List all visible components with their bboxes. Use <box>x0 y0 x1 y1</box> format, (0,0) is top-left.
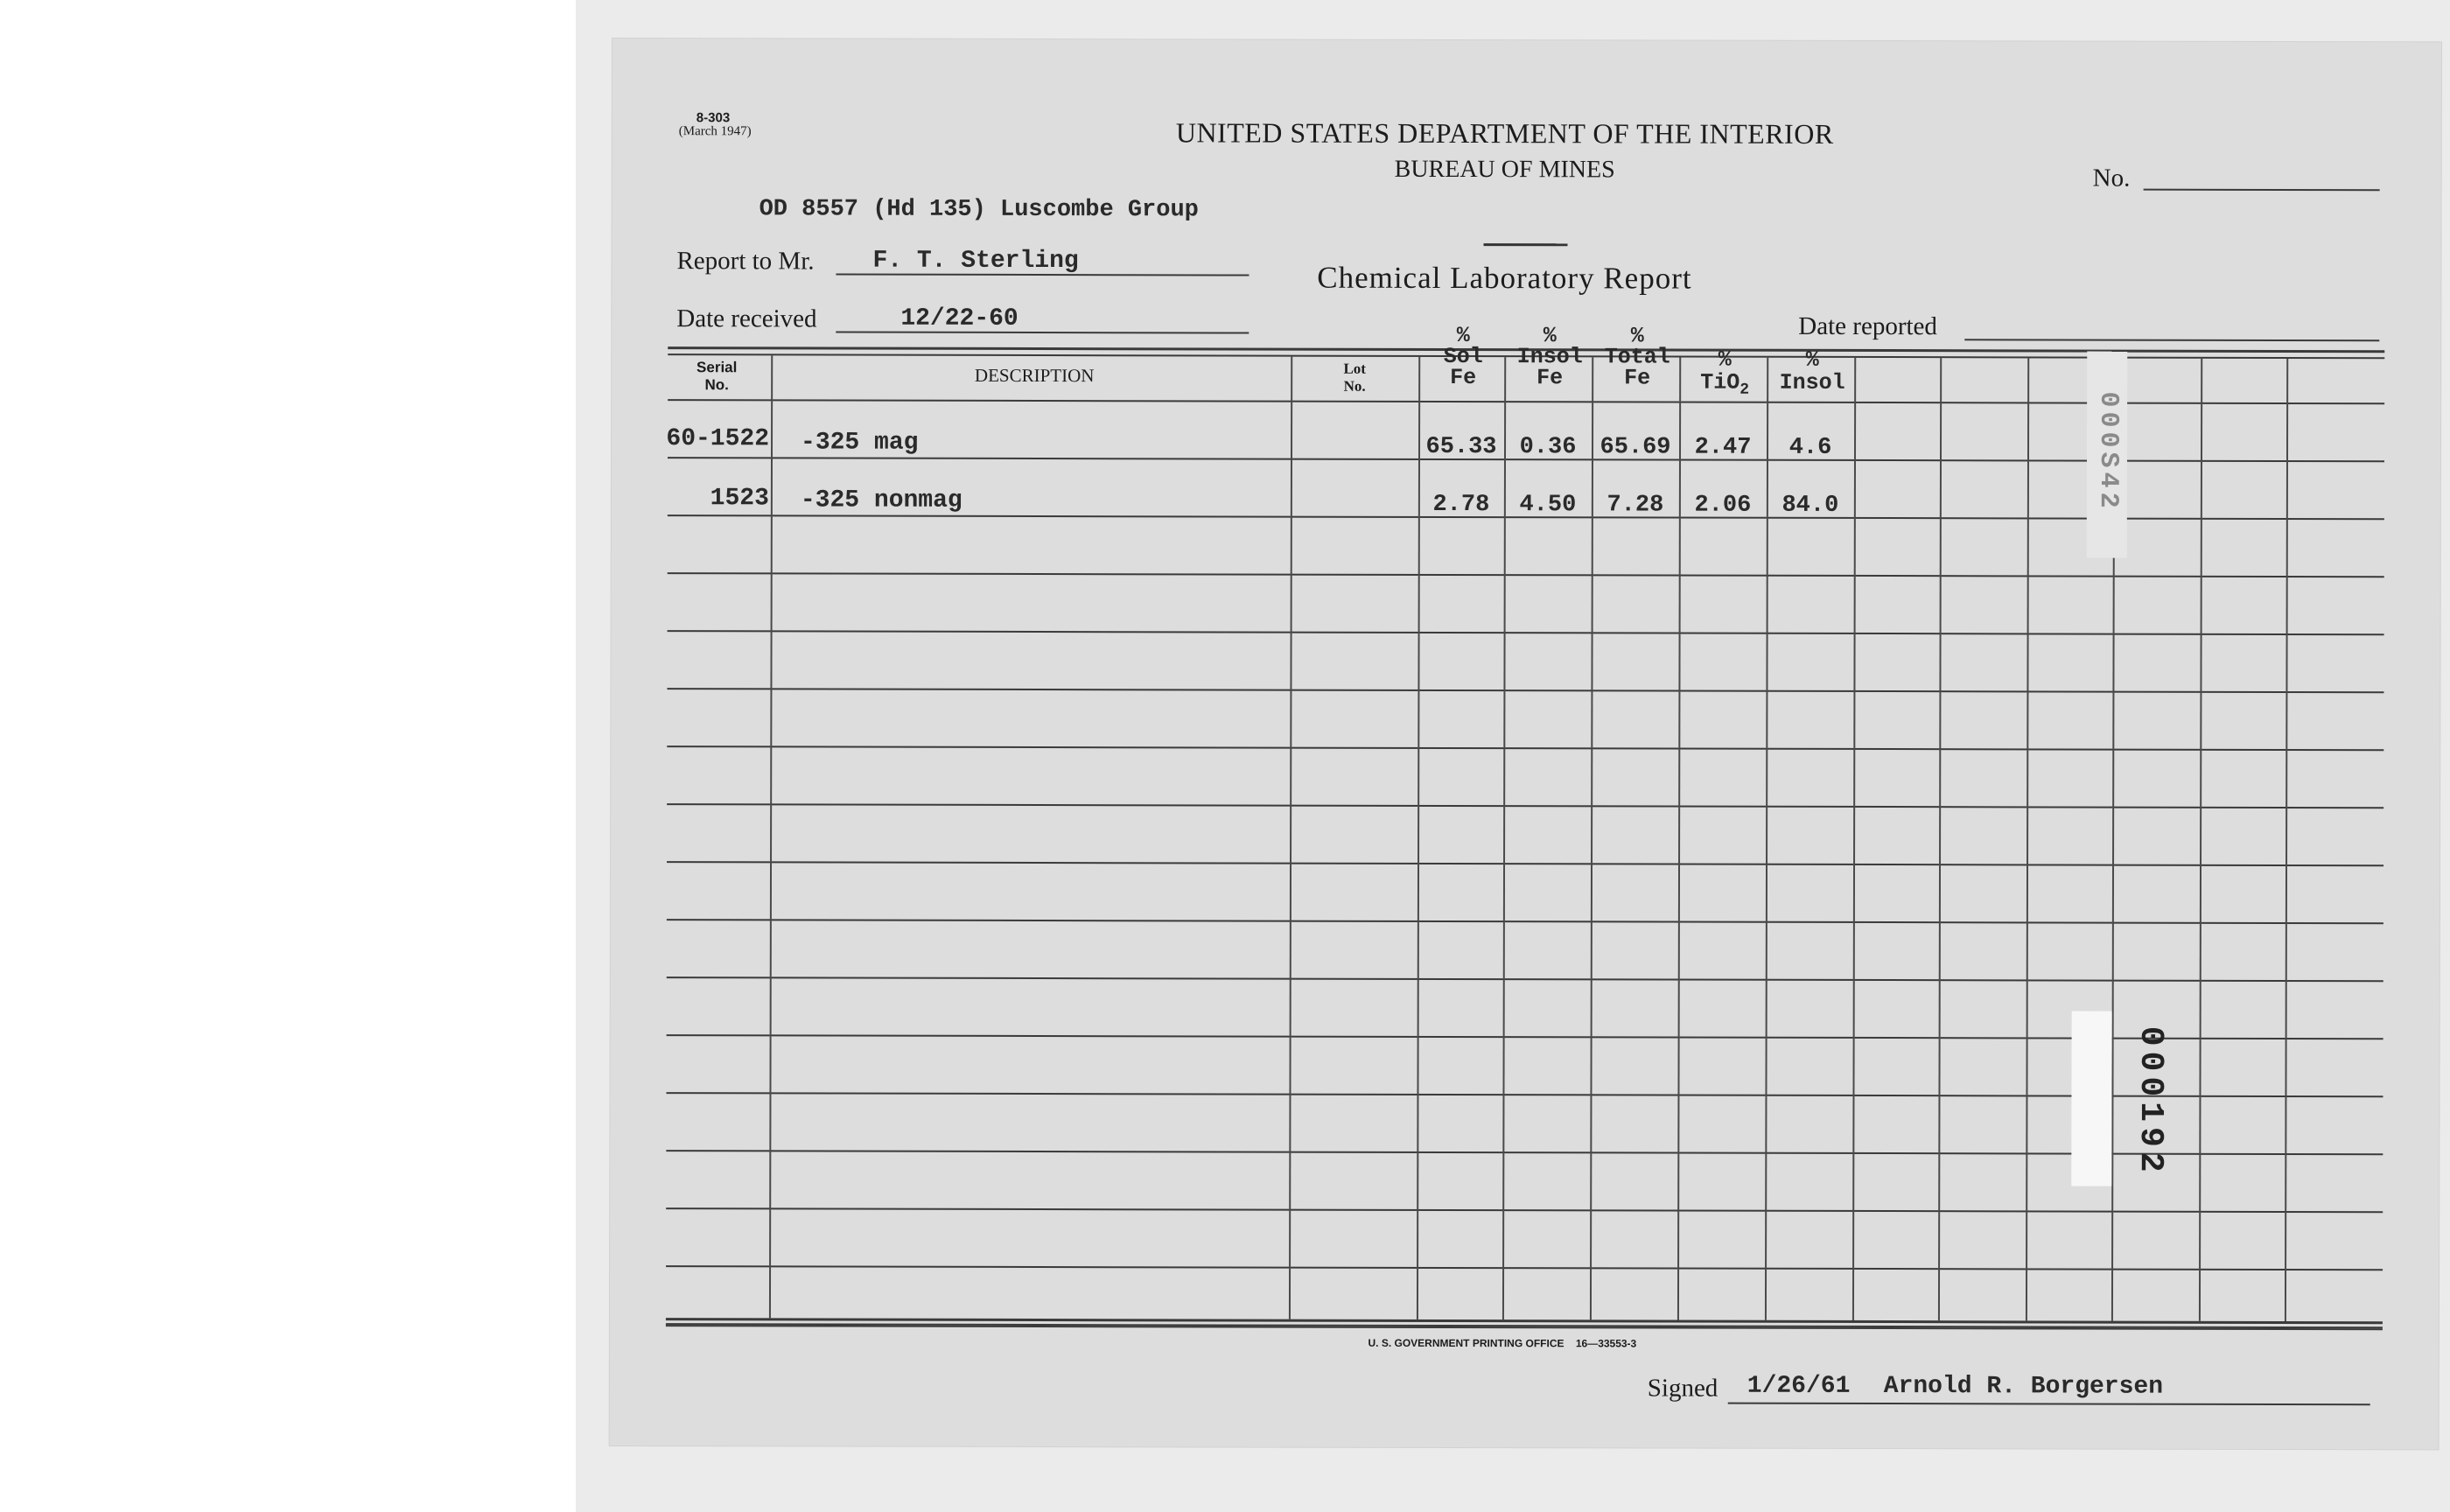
row-1-description: -325 mag <box>801 429 919 457</box>
column-line <box>2199 359 2202 1321</box>
column-line <box>2026 358 2029 1320</box>
project-line: OD 8557 (Hd 135) Luscombe Group <box>759 196 1199 224</box>
row-1-sol-fe: 65.33 <box>1425 433 1497 461</box>
lot-header: Lot No. <box>1343 360 1366 395</box>
department-heading: UNITED STATES DEPARTMENT OF THE INTERIOR <box>1175 116 1834 150</box>
form-number: 8-303 <box>696 110 731 126</box>
column-line <box>769 355 773 1318</box>
row-rule <box>666 1092 2383 1097</box>
row-2-insol-fe: 4.50 <box>1519 492 1577 519</box>
report-title: Chemical Laboratory Report <box>1317 260 1692 296</box>
date-reported-field[interactable] <box>1964 339 2379 341</box>
row-rule <box>667 746 2384 751</box>
row-rule <box>667 688 2384 693</box>
date-received-label: Date received <box>676 304 817 333</box>
row-2-total-fe: 7.28 <box>1606 492 1664 519</box>
row-1-insol: 4.6 <box>1788 434 1832 461</box>
report-to-value: F. T. Sterling <box>872 247 1079 276</box>
date-received-field[interactable] <box>836 332 1249 334</box>
row-2-sol-fe: 2.78 <box>1432 491 1490 519</box>
report-sheet <box>610 38 2441 1449</box>
signed-label: Signed <box>1647 1374 1718 1403</box>
report-to-label: Report to Mr. <box>676 247 815 276</box>
row-rule <box>667 1034 2384 1040</box>
row-2-insol: 84.0 <box>1782 492 1839 519</box>
signed-date: 1/26/61 <box>1746 1372 1851 1400</box>
row-2-tio2: 2.06 <box>1694 492 1752 519</box>
lower-stamp: 000192 <box>2131 1026 2170 1178</box>
date-reported-label: Date reported <box>1798 312 1937 341</box>
sol-fe-header: % Sol Fe <box>1443 323 1483 391</box>
upper-stamp: 000S42 <box>2092 391 2124 513</box>
row-1-insol-fe: 0.36 <box>1519 434 1577 461</box>
form-edition: (March 1947) <box>678 124 752 139</box>
printer-line: U. S. GOVERNMENT PRINTING OFFICE 16—33553-3 <box>1368 1336 1637 1350</box>
row-rule <box>667 803 2384 808</box>
tio2-header: % TiO$_2$ <box>1700 346 1750 399</box>
row-rule <box>668 572 2384 578</box>
no-label: No. <box>2092 164 2131 192</box>
column-line <box>1289 357 1292 1320</box>
column-line <box>1938 358 1942 1320</box>
row-rule <box>668 630 2384 635</box>
total-fe-header: % Total Fe <box>1604 323 1670 391</box>
date-received-value: 12/22-60 <box>900 304 1018 332</box>
column-line <box>2285 359 2288 1321</box>
row-rule <box>667 861 2384 866</box>
row-rule <box>667 919 2384 924</box>
row-2-serial: 1523 <box>710 485 769 513</box>
signature-field[interactable] <box>1728 1403 2370 1406</box>
serial-header: Serial No. <box>696 359 738 394</box>
no-field[interactable] <box>2144 189 2380 192</box>
row-1-serial: 60-1522 <box>666 425 770 453</box>
insol-header: % Insol <box>1779 346 1845 396</box>
bureau-heading: BUREAU OF MINES <box>1394 155 1615 184</box>
row-1-tio2: 2.47 <box>1694 434 1752 461</box>
row-rule <box>666 1150 2383 1155</box>
row-2-description: -325 nonmag <box>800 486 962 514</box>
heading-rule <box>1484 243 1568 246</box>
insol-fe-header: % Insol Fe <box>1516 323 1583 391</box>
row-1-total-fe: 65.69 <box>1600 434 1671 461</box>
row-rule <box>666 1265 2383 1270</box>
row-rule <box>666 1208 2383 1213</box>
signed-name: Arnold R. Borgersen <box>1883 1373 2164 1401</box>
description-header: DESCRIPTION <box>974 364 1095 387</box>
row-rule <box>667 976 2384 982</box>
lower-stamp-label <box>2071 1011 2111 1186</box>
